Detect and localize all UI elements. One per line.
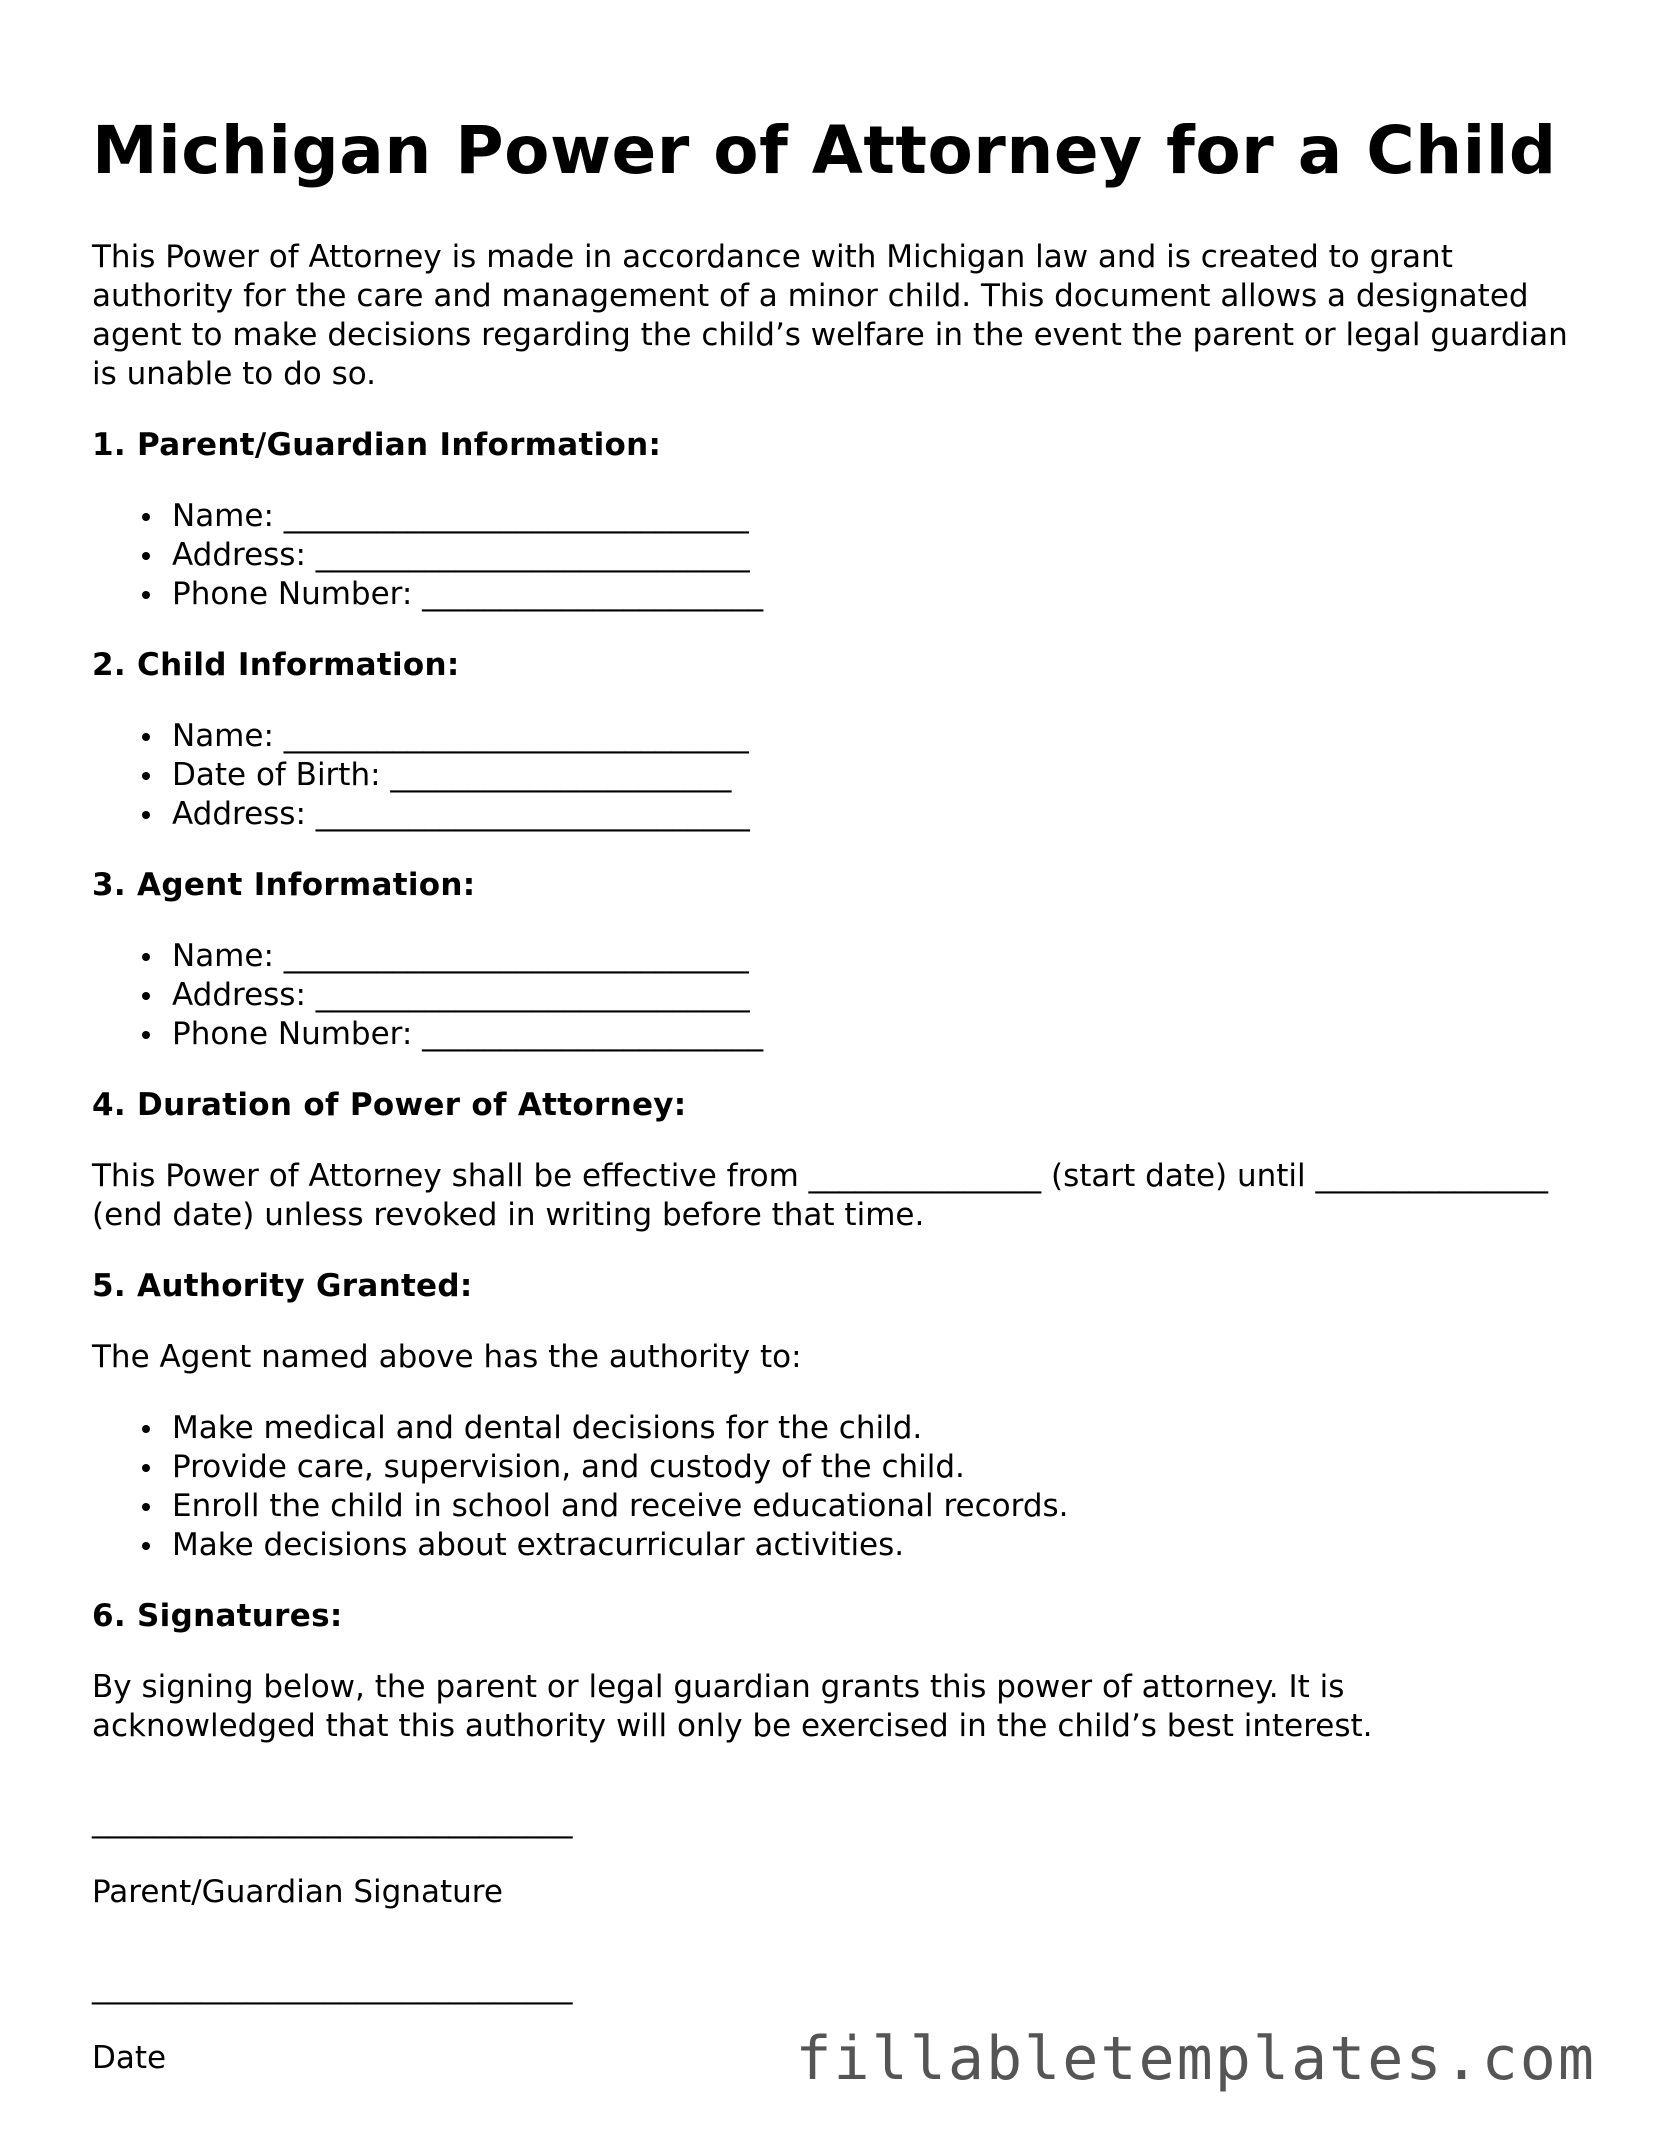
agent-name-field[interactable]: Name: ______________________________ <box>172 937 1572 976</box>
section-agent-heading: 3. Agent Information: <box>92 867 476 903</box>
agent-phone-field[interactable]: Phone Number: ______________________ <box>172 1015 1572 1054</box>
agent-info-list <box>92 937 1572 1054</box>
child-dob-field[interactable]: Date of Birth: ______________________ <box>172 756 1572 795</box>
section-duration-heading: 4. Duration of Power of Attorney: <box>92 1087 687 1123</box>
child-info-list <box>92 717 1572 834</box>
agent-address-field[interactable]: Address: ____________________________ <box>172 976 1572 1015</box>
date-label: Date <box>92 2040 167 2076</box>
section-signatures-heading: 6. Signatures: <box>92 1598 343 1634</box>
authority-item-school: Enroll the child in school and receive educational records. <box>172 1487 1572 1526</box>
authority-item-care: Provide care, supervision, and custody of the child. <box>172 1448 1572 1487</box>
parent-name-field[interactable]: Name: ______________________________ <box>172 497 1572 536</box>
child-address-field[interactable]: Address: ____________________________ <box>172 795 1572 834</box>
authority-list <box>92 1409 1572 1565</box>
intro-paragraph: This Power of Attorney is made in accordance with Michigan law and is created to grant authority for the care and management of a minor child. This document allows a designated agent to make decisions regarding the child’s welfare in the event the parent or legal guardian is unable to do so. <box>92 239 1568 392</box>
signature-label: Parent/Guardian Signature <box>92 1874 503 1910</box>
authority-intro: The Agent named above has the authority to: <box>92 1339 802 1375</box>
signature-line[interactable]: _______________________________ <box>92 1803 573 1839</box>
document-title: Michigan Power of Attorney for a Child <box>92 112 1557 189</box>
parent-phone-field[interactable]: Phone Number: ______________________ <box>172 575 1572 614</box>
date-line[interactable]: _______________________________ <box>92 1969 573 2005</box>
section-parent-heading: 1. Parent/Guardian Information: <box>92 427 662 463</box>
authority-item-activities: Make decisions about extracurricular activities. <box>172 1526 1572 1565</box>
parent-info-list <box>92 497 1572 614</box>
section-authority-heading: 5. Authority Granted: <box>92 1268 473 1304</box>
authority-item-medical: Make medical and dental decisions for the child. <box>172 1409 1572 1448</box>
section-child-heading: 2. Child Information: <box>92 647 460 683</box>
watermark: fillabletemplates.com <box>795 2024 1596 2094</box>
signatures-paragraph: By signing below, the parent or legal guardian grants this power of attorney. It is acknowledged that this authority will only be exercised in the child’s best interest. <box>92 1669 1373 1744</box>
parent-address-field[interactable]: Address: ____________________________ <box>172 536 1572 575</box>
document-page <box>92 110 1572 2078</box>
child-name-field[interactable]: Name: ______________________________ <box>172 717 1572 756</box>
duration-paragraph[interactable]: This Power of Attorney shall be effective from _______________ (start date) until _______________ (end date) unless revoked in writing before that time. <box>92 1158 1549 1233</box>
